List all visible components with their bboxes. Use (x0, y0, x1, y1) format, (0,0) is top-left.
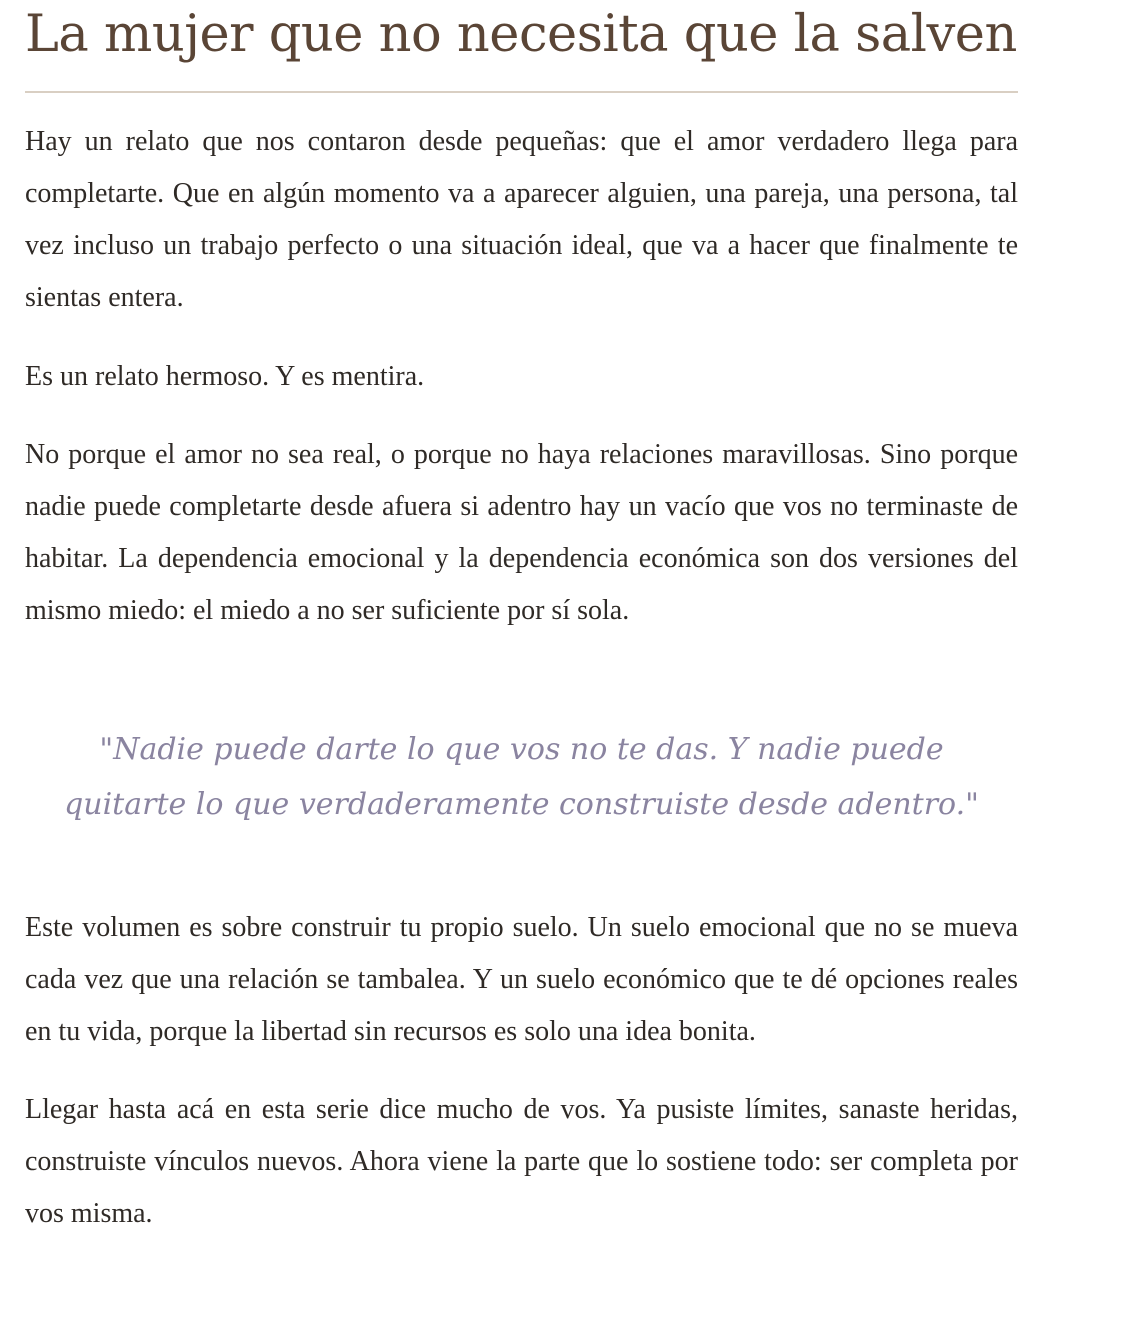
paragraph-closing: Llegar hasta acá en esta serie dice mucho de vos. Ya pusiste límites, sanaste heridas, construiste vínculos nuevos. Ahora viene la parte que lo sostiene todo: ser completa por vos misma. (25, 1094, 1018, 1229)
paragraph-volume: Este volumen es sobre construir tu propio suelo. Un suelo emocional que no se mueva cada vez que una relación se tambalea. Y un suelo económico que te dé opciones reales en tu vida, porque la libertad sin recursos es solo una idea bonita. (25, 912, 1018, 1047)
paragraph-intro: Hay un relato que nos contaron desde pequeñas: que el amor verdadero llega para completarte. Que en algún momento va a aparecer alguien, una pareja, una persona, tal vez incluso un trabajo perfecto o una situación ideal, que va a hacer que finalmente te sientas entera. (25, 126, 1018, 313)
article-title: La mujer que no necesita que la salven (25, 5, 1017, 64)
paragraph-statement: Es un relato hermoso. Y es mentira. (25, 361, 425, 392)
article (25, 0, 1018, 1240)
title-divider (25, 91, 1018, 93)
pull-quote: "Nadie puede darte lo que vos no te das. Y nadie puede quitarte lo que verdaderamente construiste desde adentro." (64, 732, 979, 822)
paragraph-dependence: No porque el amor no sea real, o porque no haya relaciones maravillosas. Sino porque nadie puede completarte desde afuera si adentro hay un vacío que vos no terminaste de habitar. La dependencia emocional y la dependencia económica son dos versiones del mismo miedo: el miedo a no ser suficiente por sí sola. (25, 439, 1018, 626)
